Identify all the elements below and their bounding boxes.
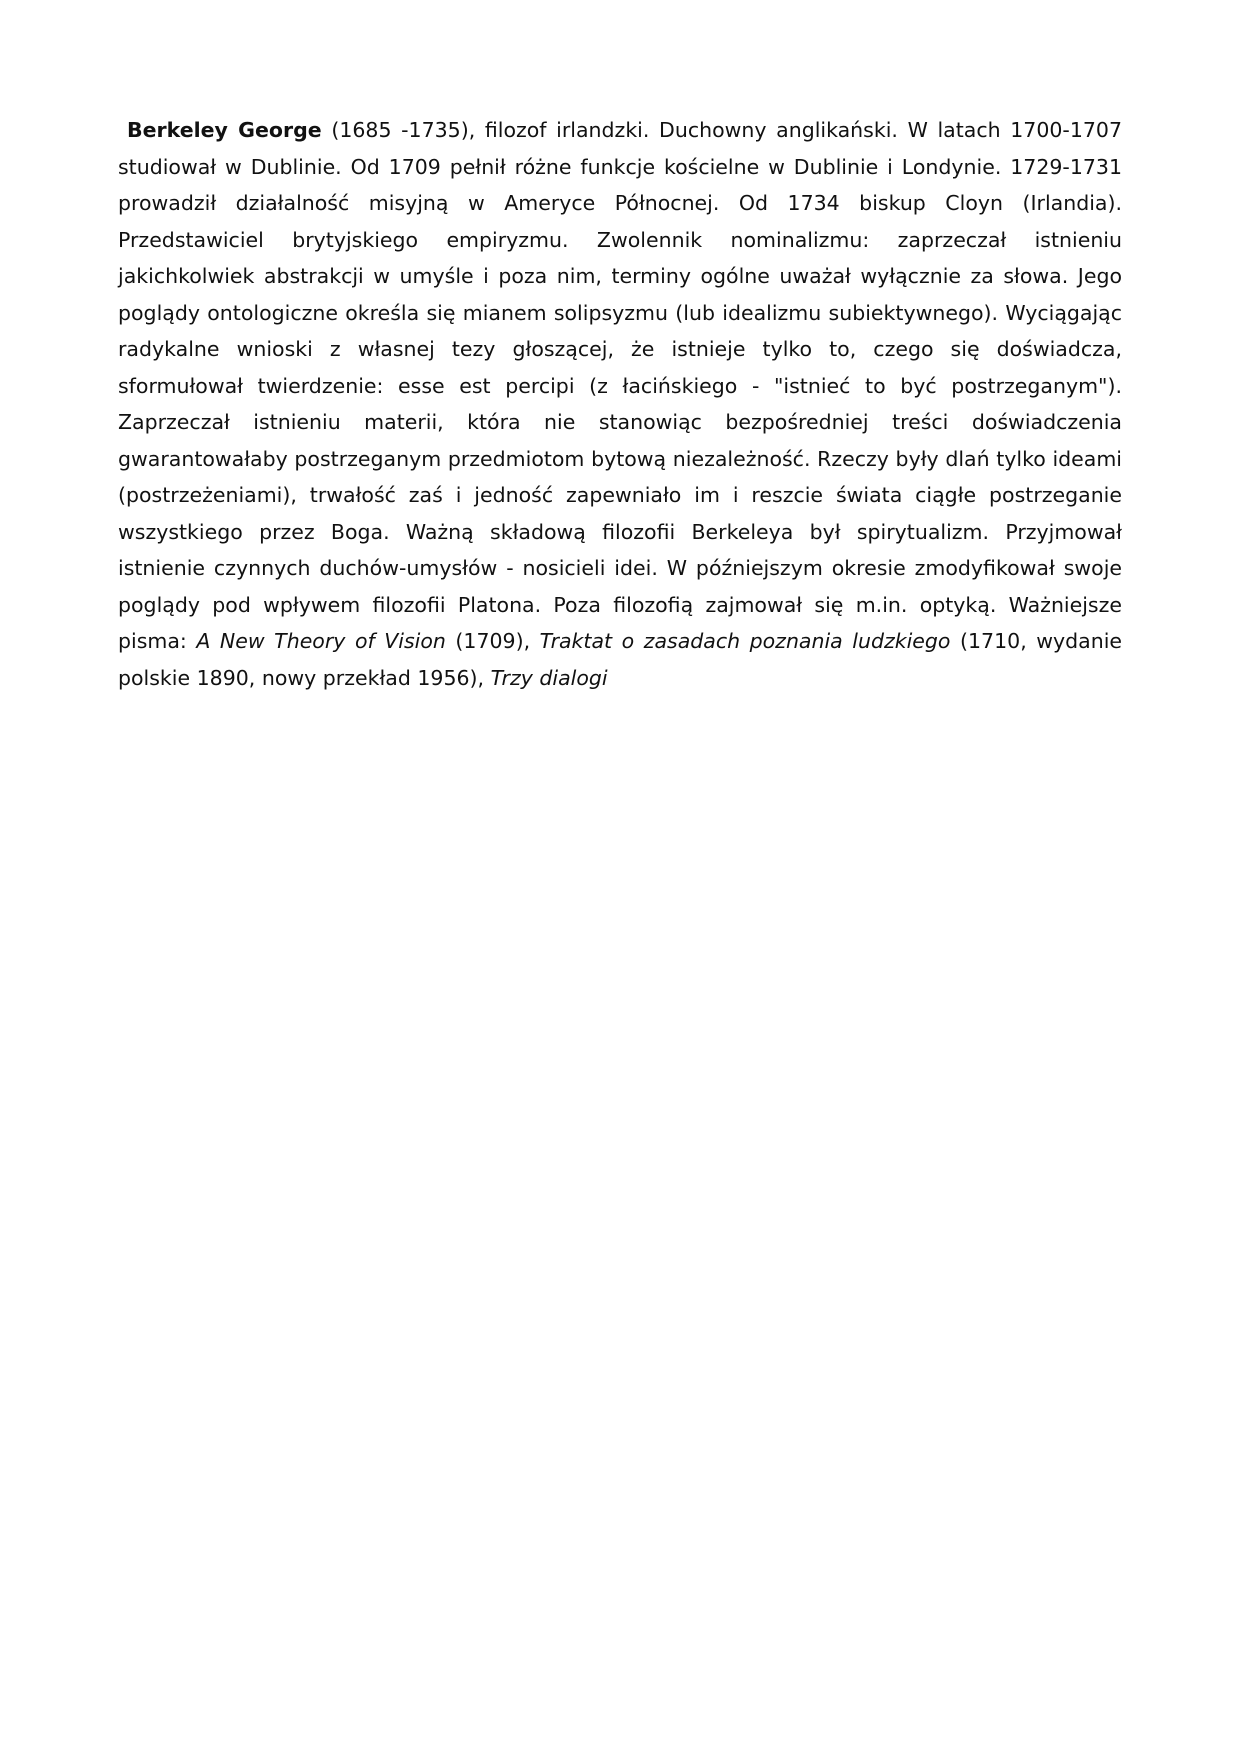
work-title: A New Theory of Vision	[196, 629, 446, 653]
work-title: Traktat o zasadach poznania ludzkiego	[539, 629, 951, 653]
entry-text: (1709),	[445, 629, 540, 653]
entry-text: (1685 -1735), filozof irlandzki. Duchowny anglikański. W latach 1700-1707 studiował w Dublinie. Od 1709 pełnił różne funkcje kościelne w Dublinie i Londynie. 1729-1731 prowadził działalność misyjną w Ameryce Północnej. Od 1734 biskup Cloyn (Irlandia). Przedstawiciel brytyjskiego empiryzmu. Zwolennik nominalizmu: zaprzeczał istnieniu jakichkolwiek abstrakcji w umyśle i poza nim, terminy ogólne uważał wyłącznie za słowa. Jego poglądy ontologiczne określa się mianem solipsyzmu (lub idealizmu subiektywnego). Wyciągając radykalne wnioski z własnej tezy głoszącej, że istnieje tylko to, czego się doświadcza, sformułował twierdzenie: esse est percipi (z łacińskiego - "istnieć to być postrzeganym"). Zaprzeczał istnieniu materii, która nie stanowiąc bezpośredniej treści doświadczenia gwarantowałaby postrzeganym przedmiotom bytową niezależność. Rzeczy były dlań tylko ideami (postrzeżeniami), trwałość zaś i jedność zapewniało im i reszcie świata ciągłe postrzeganie wszystkiego przez Boga. Ważną składową filozofii Berkeleya był spirytualizm. Przyjmował istnienie czynnych duchów-umysłów - nosicieli idei. W późniejszym okresie zmodyfikował swoje poglądy pod wpływem filozofii Platona. Poza filozofią zajmował się m.in. optyką. Ważniejsze pisma:	[118, 118, 1122, 653]
entry-headword: Berkeley George	[127, 118, 322, 142]
work-title: Trzy dialogi	[490, 665, 608, 690]
encyclopedia-entry-paragraph	[118, 112, 1122, 696]
entry-text: (1710, wydanie polskie 1890, nowy przekład 1956),	[118, 629, 1123, 690]
document-body	[118, 112, 1122, 696]
